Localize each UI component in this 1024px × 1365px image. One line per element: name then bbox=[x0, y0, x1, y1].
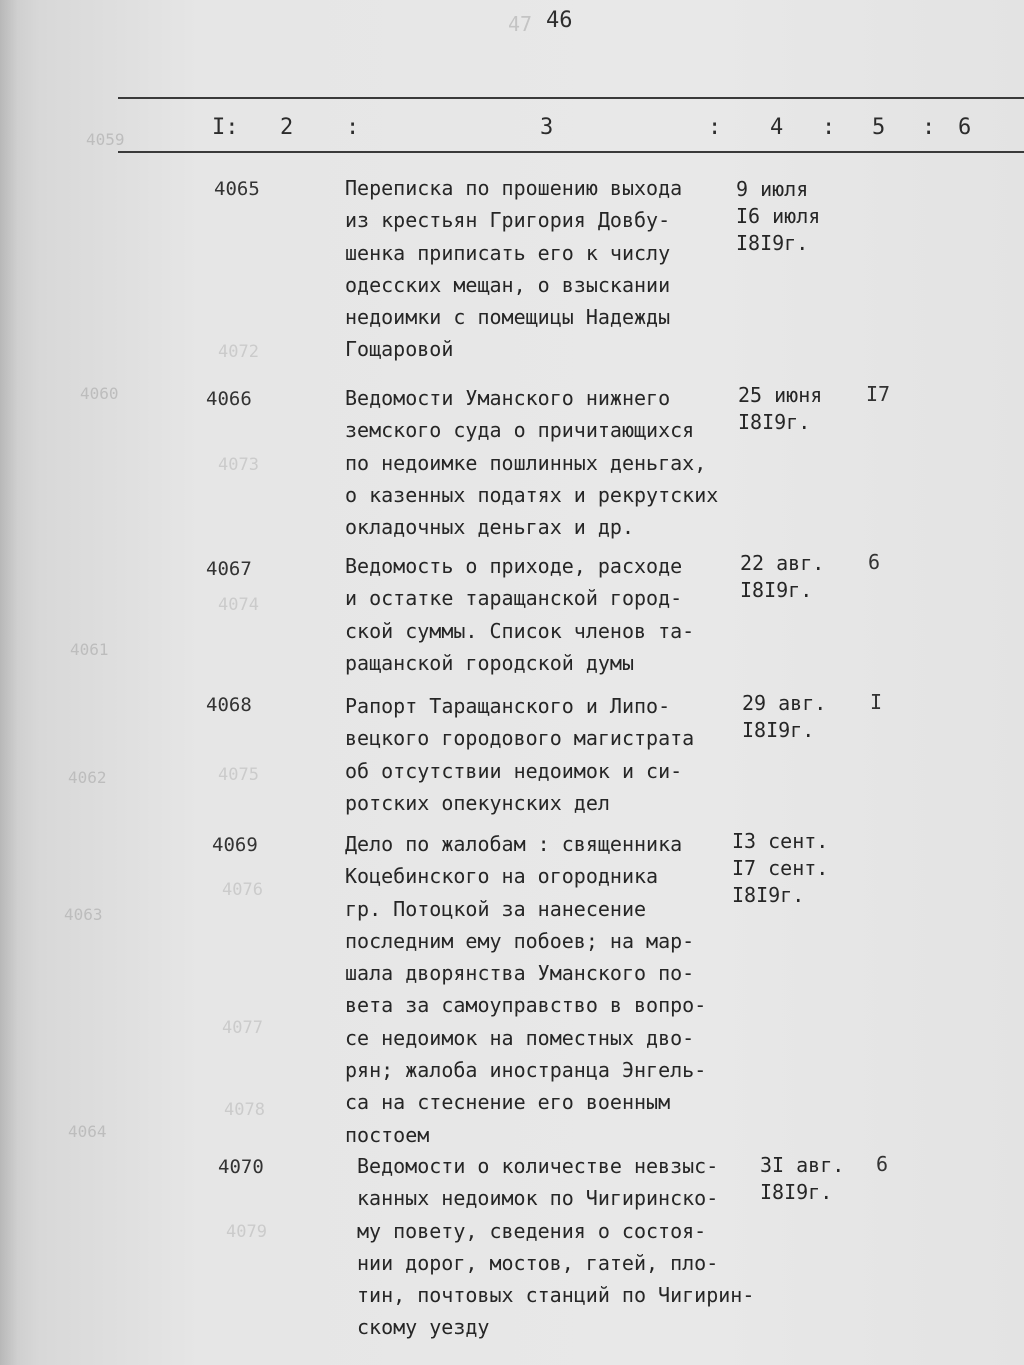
case-description: Ведомость о приходе, расходе и остатке таращанской город- ской суммы. Список членов та- ращанской городской думы bbox=[345, 554, 695, 675]
ghost-page-number: 47 bbox=[508, 12, 533, 36]
header-separator: : bbox=[922, 115, 936, 140]
ghost-number: 4072 bbox=[218, 342, 259, 362]
header-rule-top bbox=[118, 97, 1024, 99]
case-number: 4065 bbox=[214, 178, 260, 200]
sheet-count: I bbox=[870, 690, 883, 714]
header-col-6: 6 bbox=[958, 115, 972, 140]
case-description: Рапорт Таращанского и Липо- вецкого городового магистрата об отсутствии недоимок и си- ротских опекунских дел bbox=[345, 694, 695, 815]
adjacent-page-edge bbox=[0, 0, 18, 1365]
header-col-4: 4 bbox=[770, 115, 784, 140]
margin-number: 4059 bbox=[86, 130, 125, 149]
header-separator: : bbox=[346, 115, 360, 140]
header-separator: : bbox=[822, 115, 836, 140]
margin-number: 4064 bbox=[68, 1122, 107, 1141]
ghost-number: 4075 bbox=[218, 765, 259, 785]
case-description: Ведомости о количестве невзыс- канных недоимок по Чигиринско- му повету, сведения о состоя- нии дорог, мостов, гатей, пло- тин, почтовых станций по Чигирин- скому уезду bbox=[357, 1154, 755, 1340]
case-description: Дело по жалобам : священника Коцебинского на огородника гр. Потоцкой за нанесение последним ему побоев; на мар- шала дворянства Уманского по- вета за самоуправство в вопро- се недоимок на поместных дво- рян; жалоба иностранца Энгель- са на стеснение его военным постоем bbox=[345, 832, 707, 1147]
case-number: 4069 bbox=[212, 834, 258, 856]
header-col-2: 2 bbox=[280, 115, 294, 140]
ghost-number: 4076 bbox=[222, 880, 263, 900]
case-description: Переписка по прошению выхода из крестьян Григория Довбу- шенка приписать его к числу одесских мещан, о взыскании недоимки с помещицы Надежды Гощаровой bbox=[345, 176, 683, 362]
case-date: 3I авг. I8I9г. bbox=[760, 1153, 845, 1204]
sheet-count: I7 bbox=[866, 382, 891, 406]
ghost-number: 4073 bbox=[218, 455, 259, 475]
margin-number: 4062 bbox=[68, 768, 107, 787]
case-date: 25 июня I8I9г. bbox=[738, 383, 823, 434]
header-separator: : bbox=[708, 115, 722, 140]
header-col-1: I: bbox=[212, 115, 239, 140]
case-number: 4066 bbox=[206, 388, 252, 410]
page-number: 46 bbox=[546, 8, 573, 33]
header-rule-bottom bbox=[118, 151, 1024, 153]
header-col-3: 3 bbox=[540, 115, 554, 140]
sheet-count: 6 bbox=[876, 1152, 889, 1176]
case-description: Ведомости Уманского нижнего земского суда о причитающихся по недоимке пошлинных деньгах, о казенных податях и рекрутских окладочных деньгах и др. bbox=[345, 386, 719, 540]
case-number: 4070 bbox=[218, 1156, 264, 1178]
case-date: 22 авг. I8I9г. bbox=[740, 551, 825, 602]
ghost-number: 4074 bbox=[218, 595, 259, 615]
case-date: 9 июля I6 июля I8I9г. bbox=[736, 177, 821, 255]
ghost-number: 4079 bbox=[226, 1222, 267, 1242]
case-date: I3 сент. I7 сент. I8I9г. bbox=[732, 829, 829, 907]
case-number: 4067 bbox=[206, 558, 252, 580]
margin-number: 4063 bbox=[64, 905, 103, 924]
header-col-5: 5 bbox=[872, 115, 886, 140]
case-date: 29 авг. I8I9г. bbox=[742, 691, 827, 742]
ghost-number: 4077 bbox=[222, 1018, 263, 1038]
case-number: 4068 bbox=[206, 694, 252, 716]
margin-number: 4061 bbox=[70, 640, 109, 659]
ghost-number: 4078 bbox=[224, 1100, 265, 1120]
sheet-count: 6 bbox=[868, 550, 881, 574]
margin-number: 4060 bbox=[80, 384, 119, 403]
